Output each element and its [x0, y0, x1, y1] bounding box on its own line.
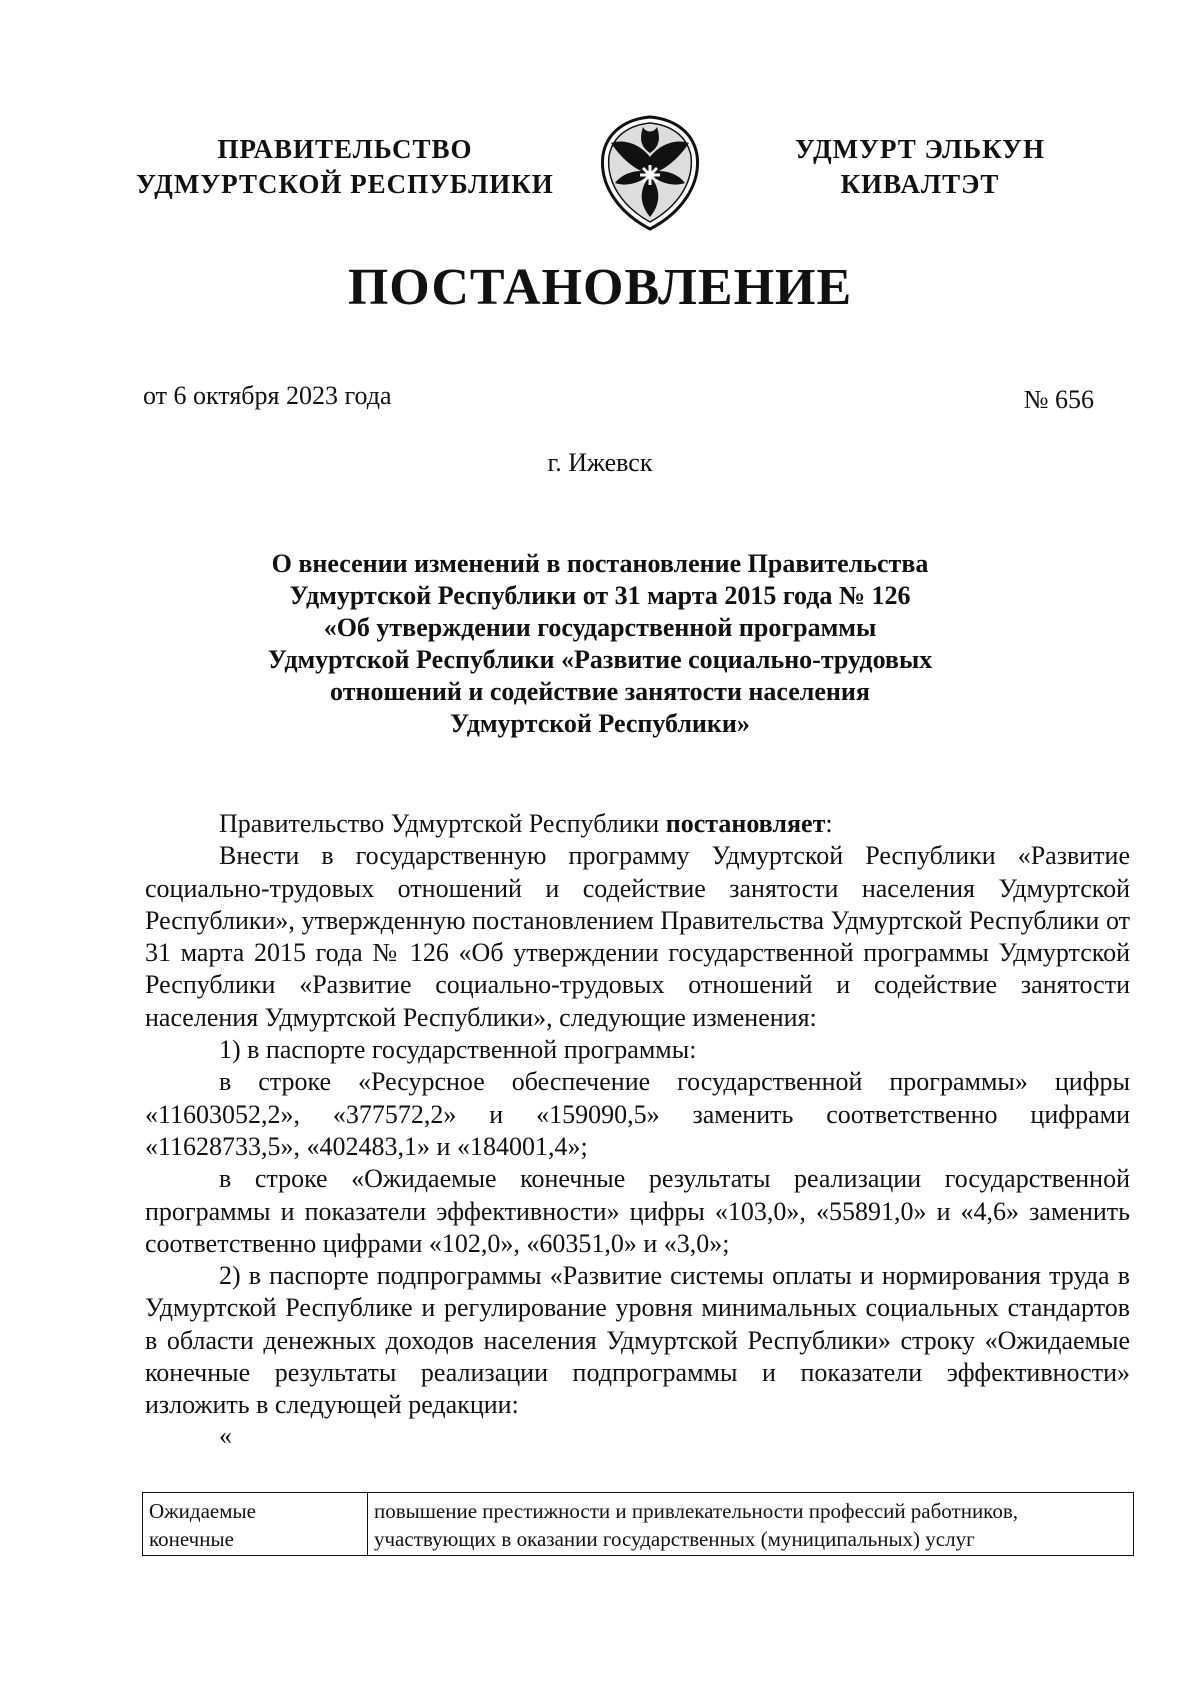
- resolution-subject: [200, 548, 1000, 740]
- cell-line: повышение престижности и привлекательности профессий работников,: [374, 1499, 1018, 1523]
- subject-line: Удмуртской Республики «Развитие социально-трудовых: [267, 645, 933, 674]
- table-cell-label: [143, 1493, 368, 1556]
- intro-paragraph: [145, 808, 1130, 840]
- header-right-line: УДМУРТ ЭЛЬКУН: [795, 134, 1045, 164]
- document-city: г. Ижевск: [547, 448, 653, 477]
- body-paragraph: 2) в паспорте подпрограммы «Развитие системы оплаты и нормирования труда в Удмуртской Республике и регулирование уровня минимальных социальных стандартов в области денежных доходов населения Удмуртской Республики» строку «Ожидаемые конечные результаты реализации подпрограммы и показатели эффективности» изложить в следующей редакции:: [145, 1261, 1130, 1420]
- subject-line: «Об утверждении государственной программы: [323, 613, 877, 642]
- subject-line: Удмуртской Республики от 31 марта 2015 года № 126: [289, 581, 911, 610]
- intro-text: Правительство Удмуртской Республики: [219, 809, 666, 838]
- intro-keyword: постановляет: [665, 809, 826, 838]
- document-type-title: ПОСТАНОВЛЕНИЕ: [347, 259, 853, 316]
- cell-line: Ожидаемые: [149, 1499, 256, 1523]
- government-name-udmurt: [770, 132, 1070, 202]
- document-number: № 656: [1023, 385, 1094, 414]
- quote-open-mark: «: [219, 1420, 232, 1450]
- cell-line: участвующих в оказании государственных (муниципальных) услуг: [374, 1527, 975, 1551]
- subject-line: Удмуртской Республики»: [450, 709, 750, 738]
- body-paragraph: в строке «Ожидаемые конечные результаты реализации государственной программы и показатели эффективности» цифры «103,0», «55891,0» и «4,6» заменить соответственно цифрами «102,0», «60351,0» и «3,0»;: [145, 1164, 1130, 1258]
- government-name-russian: [120, 132, 570, 202]
- table-row: [143, 1493, 1134, 1556]
- subject-line: О внесении изменений в постановление Правительства: [271, 549, 929, 578]
- body-paragraph: Внести в государственную программу Удмуртской Республики «Развитие социально-трудовых отношений и содействие занятости населения Удмуртской Республики», утвержденную постановлением Правительства Удмуртской Республики от 31 марта 2015 года № 126 «Об утверждении государственной программы Удмуртской Республики «Развитие социально-трудовых отношений и содействие занятости населения Удмуртской Республики», следующие изменения:: [145, 841, 1130, 1032]
- cell-line: конечные: [149, 1527, 234, 1551]
- document-date: от 6 октября 2023 года: [143, 381, 392, 410]
- results-table: [142, 1492, 1134, 1556]
- body-paragraph: 1) в паспорте государственной программы:: [219, 1035, 697, 1065]
- header-right-line: КИВАЛТЭТ: [840, 169, 1000, 199]
- subject-line: отношений и содействие занятости населения: [330, 677, 870, 706]
- body-paragraph: в строке «Ресурсное обеспечение государственной программы» цифры «11603052,2», «377572,2» и «159090,5» заменить соответственно цифрами «11628733,5», «402483,1» и «184001,4»;: [145, 1067, 1130, 1161]
- header-left-line: УДМУРТСКОЙ РЕСПУБЛИКИ: [136, 169, 554, 199]
- resolution-body: [145, 808, 1130, 1450]
- header-left-line: ПРАВИТЕЛЬСТВО: [217, 134, 473, 164]
- table-cell-value: [368, 1493, 1134, 1556]
- udmurt-coat-of-arms-icon: [595, 113, 705, 233]
- intro-end: :: [825, 809, 833, 838]
